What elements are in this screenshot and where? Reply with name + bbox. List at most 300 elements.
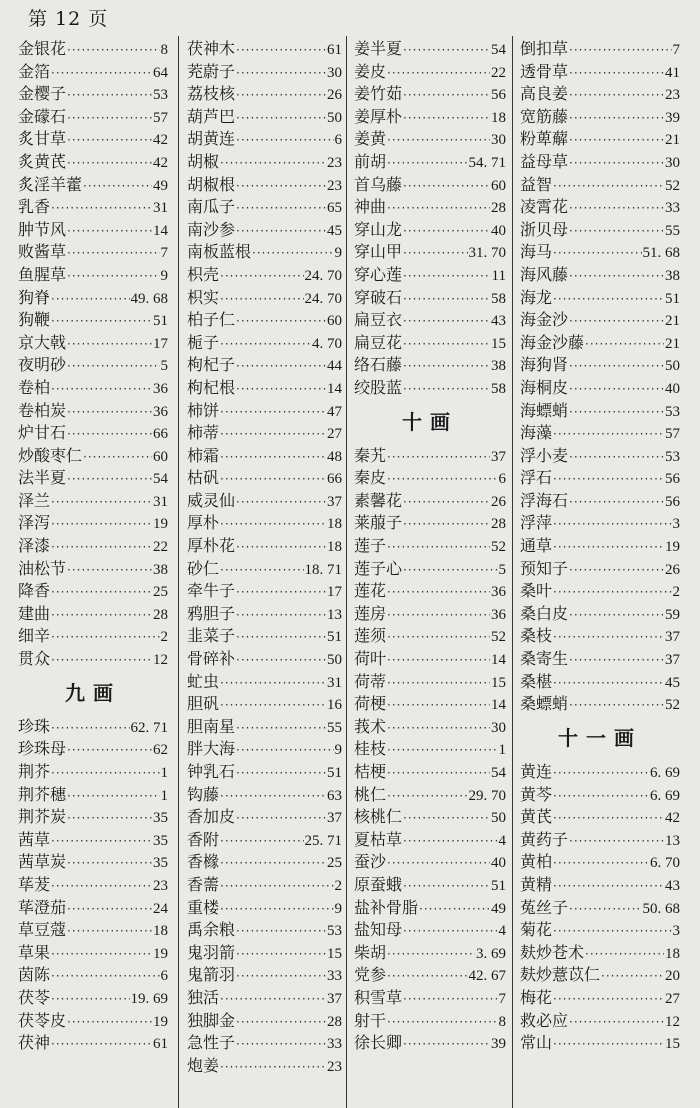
index-entry [354,512,506,535]
page-number: 54. 71 [468,154,506,171]
dot-leader [236,378,326,401]
page-number: 4 [498,832,506,849]
index-entry [187,422,342,445]
herb-name: 柿蒂 [187,423,220,443]
index-entry [520,761,680,784]
page-number: 17 [327,584,342,601]
page-number: 38 [153,561,168,578]
page-number: 51 [153,313,168,330]
index-entry [187,241,342,264]
page-number: 25 [153,584,168,601]
dot-leader [252,242,333,265]
dot-leader [236,310,326,333]
page-number: 40 [491,855,506,872]
herb-name: 卷柏炭 [18,400,67,420]
page-number: 18 [665,945,680,962]
page-number: 14 [491,697,506,714]
dot-leader [569,129,664,152]
page-number: 18 [153,923,168,940]
herb-name: 急性子 [187,1033,236,1053]
dot-leader [387,762,490,785]
page-number: 21 [665,132,680,149]
herb-name: 茵陈 [18,965,51,985]
page-number: 7 [498,990,506,1007]
herb-name: 扁豆花 [354,332,403,352]
herb-name: 香加皮 [187,807,236,827]
index-entry [520,196,680,219]
dot-leader [67,333,152,356]
herb-name: 茯苓皮 [18,1010,67,1030]
dot-leader [387,965,467,988]
herb-name: 夜明砂 [18,355,67,375]
index-entry [187,467,342,490]
herb-name: 荆芥炭 [18,807,67,827]
page-number: 24. 70 [304,290,342,307]
dot-leader [387,694,490,717]
herb-name: 菊花 [520,920,553,940]
page-number: 56 [665,471,680,488]
herb-name: 草豆蔻 [18,920,67,940]
dot-leader [569,898,641,921]
index-entry [354,580,506,603]
herb-name: 积雪草 [354,987,403,1007]
herb-name: 莪术 [354,716,387,736]
index-column-4 [520,38,680,1055]
herb-name: 油松节 [18,558,67,578]
dot-leader [51,288,129,311]
dot-leader [51,717,129,740]
index-entry [520,806,680,829]
dot-leader [67,559,152,582]
dot-leader [403,988,497,1011]
page-number: 58 [491,290,506,307]
index-entry [187,942,342,965]
dot-leader [569,604,664,627]
dot-leader [585,943,664,966]
dot-leader [569,1011,664,1034]
herb-name: 茯苓 [18,987,51,1007]
index-entry [187,490,342,513]
page-number: 18 [327,539,342,556]
page-number: 6. 69 [650,765,680,781]
index-entry [354,1010,506,1033]
dot-leader [387,785,467,808]
dot-leader [220,1056,326,1079]
dot-leader [569,491,664,514]
dot-leader [220,333,311,356]
page-number: 14 [153,222,168,239]
index-entry [354,625,506,648]
index-entry [18,625,168,648]
index-entry [187,174,342,197]
page-number: 60 [327,313,342,330]
index-entry [520,83,680,106]
page-number: 52 [665,697,680,714]
page-number: 25 [327,855,342,872]
page-number: 36 [491,584,506,601]
index-entry [187,648,342,671]
dot-leader [51,830,152,853]
herb-name: 泽漆 [18,536,51,556]
herb-name: 莲子 [354,536,387,556]
dot-leader [403,39,490,62]
dot-leader [220,446,326,469]
index-entry [187,784,342,807]
index-entry [18,874,168,897]
page-number: 51 [327,765,342,781]
page-number: 15 [491,335,506,352]
page-number: 26 [327,87,342,104]
page-number: 66 [327,471,342,488]
index-entry [187,535,342,558]
index-entry [187,874,342,897]
index-entry [187,219,342,242]
page-number: 38 [491,358,506,375]
dot-leader [403,310,490,333]
dot-leader [236,355,326,378]
page-number: 33 [327,1036,342,1053]
herb-name: 姜半夏 [354,39,403,58]
herb-name: 金箔 [18,61,51,81]
dot-leader [51,310,152,333]
page-number: 61 [327,42,342,58]
dot-leader [51,378,152,401]
page-number: 55 [327,719,342,736]
page-number: 40 [665,380,680,397]
herb-name: 绞股蓝 [354,377,403,397]
page-number: 29. 70 [468,787,506,804]
dot-leader [236,62,326,85]
dot-leader [67,401,152,424]
dot-leader [236,965,326,988]
dot-leader [236,807,326,830]
index-entry [18,106,168,129]
index-entry [520,309,680,332]
page-number: 51 [491,877,506,894]
herb-name: 救必应 [520,1010,569,1030]
herb-name: 柏子仁 [187,310,236,330]
dot-leader [553,1033,664,1056]
page-number: 36 [153,380,168,397]
page-number: 42. 67 [468,968,506,985]
index-entry [18,851,168,874]
herb-name: 盐知母 [354,920,403,940]
page-number: 59 [665,606,680,623]
herb-name: 浮海石 [520,490,569,510]
index-entry [520,874,680,897]
index-entry [187,196,342,219]
dot-leader [569,355,664,378]
page-number: 31 [153,200,168,217]
page-number: 5 [498,561,506,578]
index-entry [354,196,506,219]
index-entry [187,83,342,106]
herb-name: 姜皮 [354,61,387,81]
herb-name: 柿霜 [187,445,220,465]
herb-name: 珍珠母 [18,739,67,759]
stroke-count-heading: 十一画 [558,725,642,750]
dot-leader [67,242,159,265]
herb-name: 胆南星 [187,716,236,736]
index-entry [187,128,342,151]
dot-leader [553,807,664,830]
dot-leader [569,152,664,175]
dot-leader [569,265,664,288]
herb-name: 高良姜 [520,84,569,104]
herb-name: 虻虫 [187,671,220,691]
dot-leader [220,988,326,1011]
index-entry [354,219,506,242]
page-number: 24 [153,900,168,917]
herb-name: 桑椹 [520,671,553,691]
herb-name: 素馨花 [354,490,403,510]
page-number: 56 [491,87,506,104]
index-entry [18,829,168,852]
index-entry [18,603,168,626]
index-entry [18,83,168,106]
index-entry [520,942,680,965]
herb-name: 黄芪 [520,807,553,827]
page-number: 54 [491,42,506,58]
herb-name: 狗脊 [18,287,51,307]
index-entry [354,38,506,61]
dot-leader [236,739,333,762]
index-entry [354,919,506,942]
dot-leader [553,513,671,536]
index-entry [187,377,342,400]
herb-name: 牵牛子 [187,581,236,601]
index-entry [354,241,506,264]
herb-name: 乳香 [18,197,51,217]
dot-leader [403,265,491,288]
dot-leader [220,875,333,898]
index-entry [520,219,680,242]
index-entry [354,784,506,807]
page-number: 25. 71 [304,832,342,849]
index-entry [18,987,168,1010]
index-entry [18,332,168,355]
page-number: 3. 69 [476,945,506,962]
dot-leader [51,62,152,85]
index-entry [520,264,680,287]
dot-leader [569,830,664,853]
dot-leader [83,446,152,469]
index-entry [354,83,506,106]
herb-name: 茯神 [18,1033,51,1053]
dot-leader [419,898,490,921]
herb-name: 金樱子 [18,84,67,104]
index-entry [187,264,342,287]
page-number: 14 [491,652,506,669]
page-number: 49 [491,900,506,917]
herb-name: 桔梗 [354,762,387,781]
index-entry [187,625,342,648]
page-number: 6 [160,968,168,985]
index-column-1 [18,38,168,1055]
index-entry [187,445,342,468]
herb-name: 桑寄生 [520,649,569,669]
index-entry [520,671,680,694]
page-number: 51 [327,629,342,646]
page-number: 37 [327,493,342,510]
index-entry [187,309,342,332]
index-entry [520,580,680,603]
page-number: 42 [665,810,680,827]
herb-name: 预知子 [520,558,569,578]
herb-name: 党参 [354,965,387,985]
page-number: 1 [160,765,168,781]
page-number: 26 [665,561,680,578]
index-entry [520,964,680,987]
index-entry [354,806,506,829]
dot-leader [67,785,159,808]
page-number: 3 [672,923,680,940]
page-number: 21 [665,313,680,330]
index-entry [18,897,168,920]
page-number: 37 [665,652,680,669]
page-number: 23 [327,1058,342,1075]
dot-leader [387,604,490,627]
page-number: 62. 71 [130,719,168,736]
index-entry [354,1032,506,1055]
index-entry [520,354,680,377]
index-entry [520,377,680,400]
herb-name: 黄精 [520,874,553,894]
herb-name: 桑枝 [520,626,553,646]
dot-leader [67,920,152,943]
dot-leader [51,988,129,1011]
page-number: 35 [153,855,168,872]
page-number: 31 [327,674,342,691]
page-number: 23 [327,154,342,171]
herb-name: 莲房 [354,603,387,623]
index-entry [18,490,168,513]
herb-name: 钩藤 [187,784,220,804]
index-entry [354,987,506,1010]
page-number: 6 [498,471,506,488]
herb-name: 透骨草 [520,61,569,81]
index-entry [187,400,342,423]
herb-name: 炙淫羊藿 [18,174,83,194]
page-number: 37 [327,990,342,1007]
index-entry [354,174,506,197]
page-number: 30 [327,64,342,81]
dot-leader [51,604,152,627]
page-number: 57 [153,109,168,126]
page-number: 50. 68 [642,900,680,917]
dot-leader [51,581,152,604]
index-entry [354,603,506,626]
index-entry [18,580,168,603]
index-entry [187,897,342,920]
index-entry [18,1010,168,1033]
dot-leader [236,84,326,107]
page-number: 18 [491,109,506,126]
page-header: 第 12 页 [28,8,109,30]
herb-name: 荔枝核 [187,84,236,104]
dot-leader [553,672,664,695]
page-number: 45 [665,674,680,691]
index-entry [520,174,680,197]
index-entry [354,942,506,965]
herb-name: 桑白皮 [520,603,569,623]
index-entry [187,354,342,377]
dot-leader [387,739,497,762]
index-entry [520,829,680,852]
index-entry [354,897,506,920]
page-number: 35 [153,810,168,827]
page-number: 50 [491,810,506,827]
dot-leader [403,288,490,311]
page-number: 21 [665,335,680,352]
herb-name: 威灵仙 [187,490,236,510]
page-number: 43 [491,313,506,330]
herb-name: 前胡 [354,151,387,171]
page-number: 37 [491,448,506,465]
page-number: 28 [491,516,506,533]
dot-leader [236,129,333,152]
dot-leader [403,559,497,582]
page-number: 9 [334,742,342,759]
index-entry [520,897,680,920]
dot-leader [387,129,490,152]
index-entry [520,490,680,513]
herb-name: 莲子心 [354,558,403,578]
dot-leader [236,943,326,966]
dot-leader [236,604,326,627]
herb-name: 菟丝子 [520,897,569,917]
page-number: 42 [153,154,168,171]
page-number: 28 [153,606,168,623]
page-number: 8 [498,1013,506,1030]
dot-leader [51,197,152,220]
index-entry [18,761,168,784]
index-entry [354,693,506,716]
index-column-3 [354,38,506,1055]
page-number: 18 [327,516,342,533]
page-number: 1 [498,742,506,759]
index-entry [187,738,342,761]
herb-name: 京大戟 [18,332,67,352]
dot-leader [553,988,664,1011]
index-entry [520,693,680,716]
dot-leader [403,107,490,130]
index-entry [520,422,680,445]
page-number: 22 [491,64,506,81]
page-number: 9 [334,245,342,262]
index-entry [354,128,506,151]
page-number: 20 [665,968,680,985]
herb-name: 独活 [187,987,220,1007]
dot-leader [387,152,467,175]
page-number: 64 [153,64,168,81]
page-number: 36 [491,606,506,623]
herb-name: 浮小麦 [520,445,569,465]
index-entry [187,1010,342,1033]
dot-leader [553,785,649,808]
herb-name: 海狗肾 [520,355,569,375]
page-number: 15 [665,1036,680,1053]
dot-leader [236,39,326,62]
dot-leader [220,898,333,921]
index-entry [187,61,342,84]
index-entry [354,151,506,174]
index-entry [18,264,168,287]
herb-name: 厚朴 [187,513,220,533]
index-entry [18,445,168,468]
herb-name: 胡椒 [187,151,220,171]
dot-leader [236,649,326,672]
